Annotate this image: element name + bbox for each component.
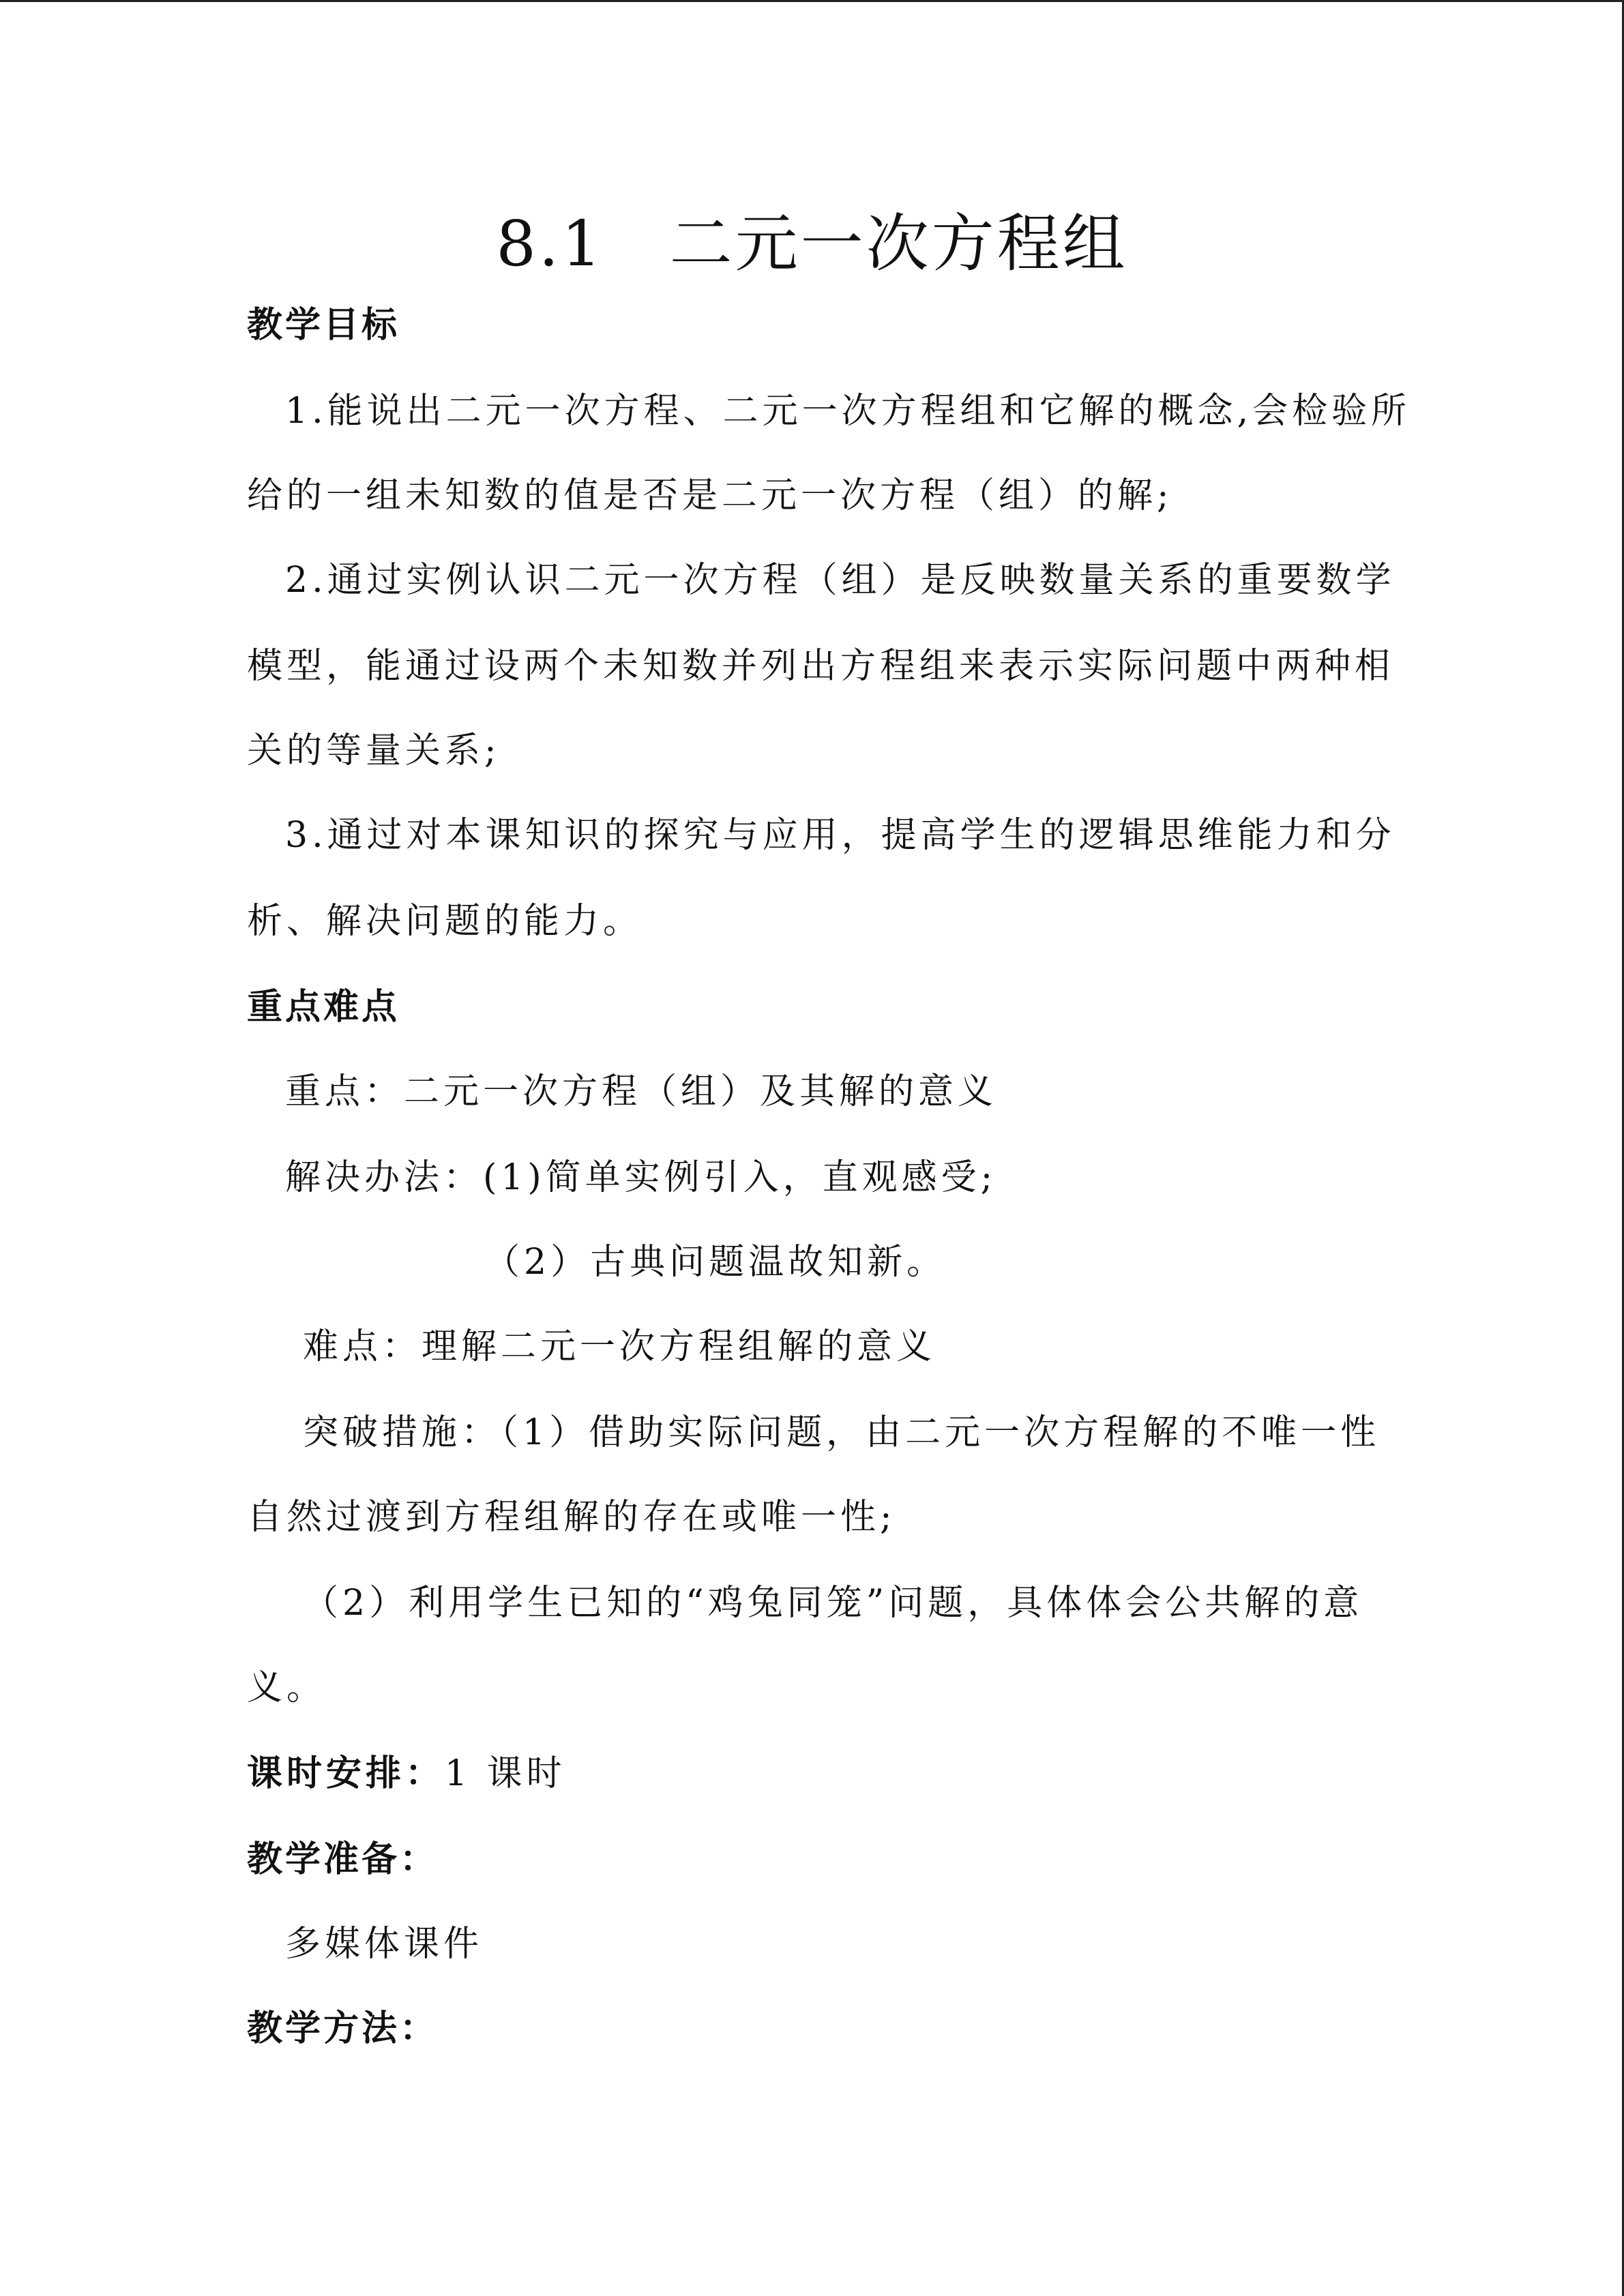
key-points-line-7: （2）利用学生已知的“鸡兔同笼”问题，具体体会公共解的意 <box>303 1583 1363 1624</box>
key-points-line-4: 难点：理解二元一次方程组解的意义 <box>303 1326 936 1367</box>
section-heading-goals: 教学目标 <box>247 305 400 346</box>
schedule-line <box>247 1746 566 1801</box>
section-heading-key-points: 重点难点 <box>247 987 400 1028</box>
goals-line-4: 模型，能通过设两个未知数并列出方程组来表示实际问题中两种相 <box>247 646 1395 687</box>
goals-line-1: 1.能说出二元一次方程、二元一次方程组和它解的概念,会检验所 <box>285 391 1411 432</box>
goals-line-6: 3.通过对本课知识的探究与应用，提高学生的逻辑思维能力和分 <box>285 815 1396 856</box>
section-heading-preparation: 教学准备： <box>247 1839 439 1880</box>
schedule-label: 课时安排： <box>247 1753 445 1794</box>
key-points-line-8: 义。 <box>247 1667 327 1708</box>
preparation-line-1: 多媒体课件 <box>285 1924 484 1965</box>
goals-line-5: 关的等量关系; <box>247 730 501 771</box>
goals-line-2: 给的一组未知数的值是否是二元一次方程（组）的解; <box>247 475 1173 516</box>
goals-line-7: 析、解决问题的能力。 <box>247 901 643 942</box>
key-points-line-6: 自然过渡到方程组解的存在或唯一性; <box>247 1497 896 1538</box>
key-points-line-1: 重点：二元一次方程（组）及其解的意义 <box>285 1071 998 1112</box>
section-heading-method: 教学方法： <box>247 2008 439 2049</box>
key-points-line-2: 解决办法：(1)简单实例引入，直观感受; <box>285 1157 997 1198</box>
page-title: 8.1 二元一次方程组 <box>496 207 1128 280</box>
schedule-value: 1 课时 <box>445 1753 566 1794</box>
key-points-line-3: （2）古典问题温故知新。 <box>484 1242 947 1283</box>
key-points-line-5: 突破措施：（1）借助实际问题，由二元一次方程解的不唯一性 <box>303 1412 1381 1453</box>
goals-line-3: 2.通过实例认识二元一次方程（组）是反映数量关系的重要数学 <box>285 560 1396 601</box>
